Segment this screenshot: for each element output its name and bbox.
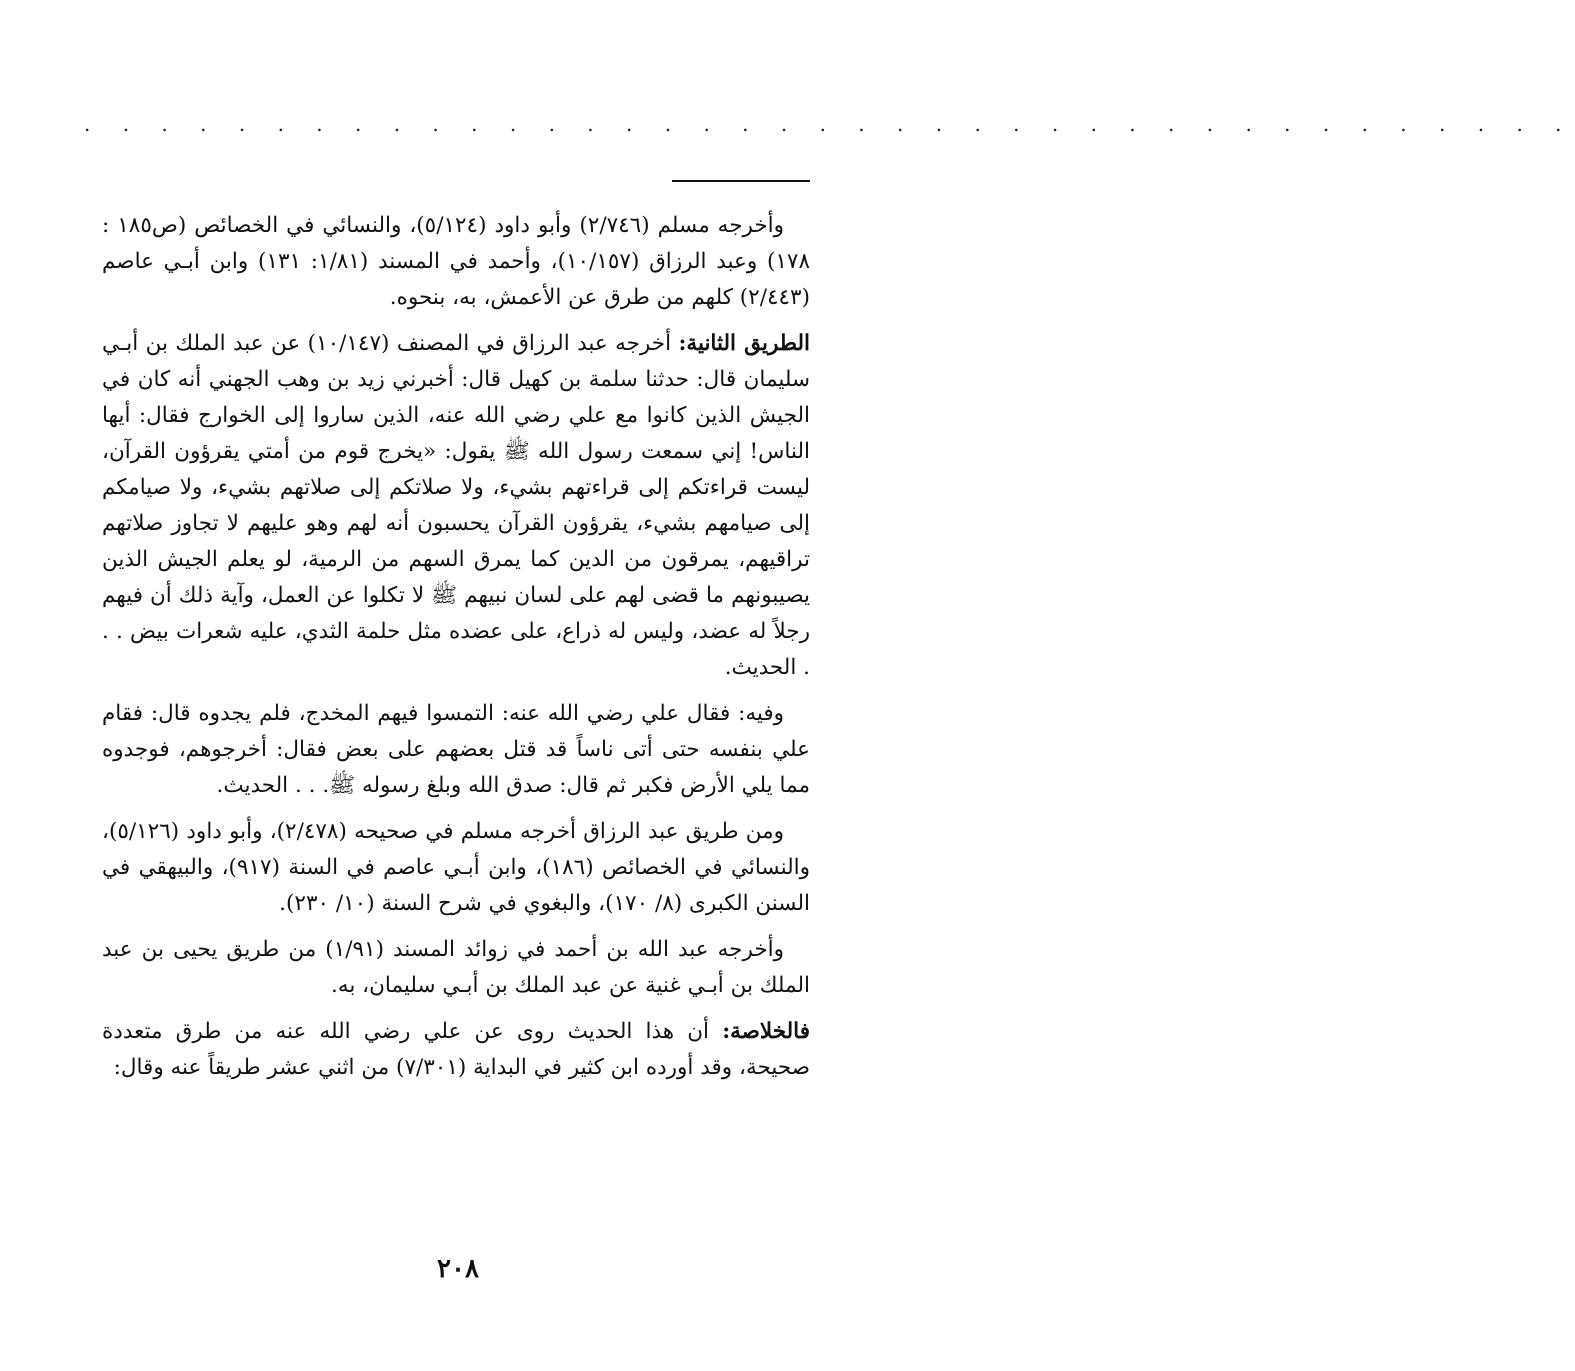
paragraph-text: وفيه: فقال علي رضي الله عنه: التمسوا فيهم المخدج، فلم يجدوه قال: فقام علي بنفسه حتى أتى ناساً قد قتل بعضهم على بعض فقال: أخرجوهم، فوجدوه مما يلي الأرض فكبر ثم قال: صدق الله وبلغ رسوله ﷺ. . . الحديث. <box>102 701 810 798</box>
footnote-rule <box>672 180 810 182</box>
paragraph-4 <box>102 814 810 922</box>
page-number: ٢٠٨ <box>437 1254 479 1284</box>
paragraph-5 <box>102 932 810 1004</box>
dotted-separator: . . . . . . . . . . . . . . . . . . . . . . . . . . . . . . . . . . . . . . . <box>84 112 1575 136</box>
paragraph-1 <box>102 208 810 316</box>
paragraph-2 <box>102 326 810 686</box>
paragraph-text: أن هذا الحديث روى عن علي رضي الله عنه من طرق متعددة صحيحة، وقد أورده ابن كثير في البداية (٧/٣٠١) من اثني عشر طريقاً عنه وقال: <box>102 1019 810 1080</box>
paragraph-text: أخرجه عبد الرزاق في المصنف (١٠/١٤٧) عن عبد الملك بن أبـي سليمان قال: حدثنا سلمة بن كهيل قال: أخبرني زيد بن وهب الجهني أنه كان في الجيش الذين كانوا مع علي رضي الله عنه، الذين ساروا إلى الخوارج فقال: أيها الناس! إني سمعت رسول الله ﷺ يقول: «يخرج قوم من أمتي يقرؤون القرآن، ليست قراءتكم إلى قراءتهم بشيء، ولا صلاتكم إلى صلاتهم بشيء، ولا صيامكم إلى صيامهم بشيء، يقرؤون القرآن يحسبون أنه لهم وهو عليهم لا تجاوز صلاتهم تراقيهم، يمرقون من الدين كما يمرق السهم من الرمية، لو يعلم الجيش الذين يصيبونهم ما قضى لهم على لسان نبيهم ﷺ لا تكلوا عن العمل، وآية ذلك أن فيهم رجلاً له عضد، وليس له ذراع، على عضده مثل حلمة الثدي، عليه شعرات بيض . . . الحديث. <box>102 331 810 680</box>
paragraph-6 <box>102 1014 810 1086</box>
paragraph-text: وأخرجه عبد الله بن أحمد في زوائد المسند (١/٩١) من طريق يحيى بن عبد الملك بن أبـي غنية عن عبد الملك بن أبـي سليمان، به. <box>102 937 810 998</box>
paragraph-text: وأخرجه مسلم (٢/٧٤٦) وأبو داود (٥/١٢٤)، والنسائي في الخصائص (ص١٨٥ : ١٧٨) وعبد الرزاق (١٠/١٥٧)، وأحمد في المسند (١/٨١: ١٣١) وابن أبـي عاصم (٢/٤٤٣) كلهم من طرق عن الأعمش، به، بنحوه. <box>102 213 810 310</box>
body-text <box>102 208 810 1096</box>
paragraph-heading: الطريق الثانية: <box>678 331 811 356</box>
paragraph-heading: فالخلاصة: <box>722 1019 810 1044</box>
paragraph-text: ومن طريق عبد الرزاق أخرجه مسلم في صحيحه (٢/٤٧٨)، وأبو داود (٥/١٢٦)، والنسائي في الخصائص (١٨٦)، وابن أبـي عاصم في السنة (٩١٧)، والبيهقي في السنن الكبرى (٨/ ١٧٠)، والبغوي في شرح السنة (١٠/ ٢٣٠). <box>102 819 810 916</box>
paragraph-3 <box>102 696 810 804</box>
